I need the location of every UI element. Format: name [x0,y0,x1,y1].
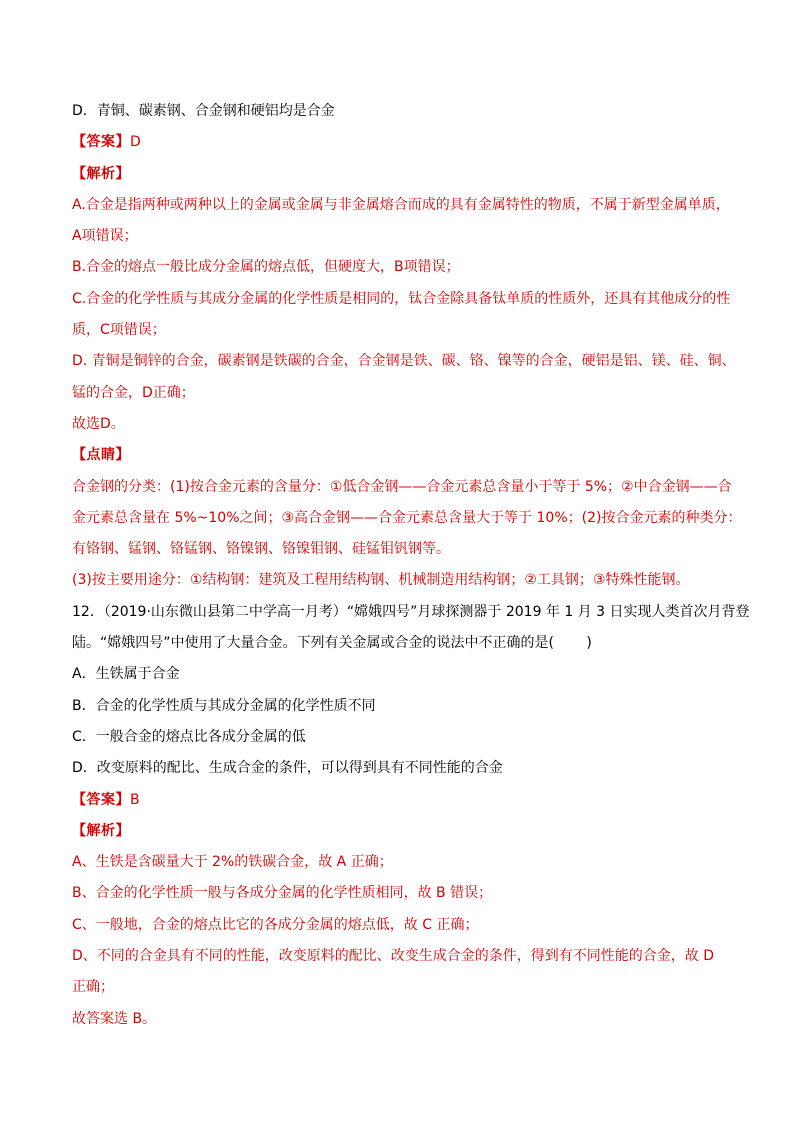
q12-analysis-line: B、合金的化学性质一般与各成分金属的化学性质相同，故 B 错误； [72,885,493,902]
q12-analysis-line: D、不同的合金具有不同的性能，改变原料的配比、改变生成合金的条件，得到有不同性能的合金，故 D [72,948,715,965]
q11-note-line: 有铬钢、锰钢、铬锰钢、铬镍钢、铬镍钼钢、硅锰钼钒钢等。 [72,541,450,558]
q11-note-line: 合金钢的分类：(1)按合金元素的含量分：①低合金钢——合金元素总含量小于等于 5%；②中合金钢——合 [72,478,732,495]
q12-stem-line: 陆。“嫦娥四号”中使用了大量合金。下列有关金属或合金的说法中不正确的是( ) [72,635,592,652]
q12-answer [72,785,724,816]
q12-analysis-line: C、一般地，合金的熔点比它的各成分金属的熔点低，故 C 正确； [72,916,479,933]
q11-analysis-line: 质，C项错误； [72,322,166,339]
q11-analysis-line: C.合金的化学性质与其成分金属的化学性质是相同的，钛合金除具备钛单质的性质外，还具有其他成分的性 [72,290,731,307]
q11-analysis-line: A项错误； [72,228,138,245]
q12-option-b: B．合金的化学性质与其成分金属的化学性质不同 [72,697,376,714]
q11-analysis-line: B.合金的熔点一般比成分金属的熔点低，但硬度大，B项错误； [72,259,460,276]
q11-analysis-line: D. 青铜是铜锌的合金，碳素钢是铁碳的合金，合金钢是铁、碳、铬、镍等的合金，硬铝是铝、镁、硅、铜、 [72,353,736,370]
q12-option-c: C．一般合金的熔点比各成分金属的低 [72,728,306,745]
q12-option-a: A．生铁属于合金 [72,666,180,683]
answer-label: 【答案】 [72,134,130,151]
q11-note-line: (3)按主要用途分：①结构钢：建筑及工程用结构钢、机械制造用结构钢；②工具钢；③特殊性能钢。 [72,572,690,589]
q11-option-d: D．青铜、碳素钢、合金钢和硬铝均是合金 [72,103,335,119]
q12-analysis-label: 【解析】 [72,822,130,839]
answer-value: B [130,791,140,808]
q12-analysis-line: 故答案选 B。 [72,1010,157,1027]
q11-analysis-label: 【解析】 [72,165,130,182]
answer-value: D [130,134,141,151]
q11-note-label: 【点睛】 [72,447,130,464]
q11-analysis-line: A.合金是指两种或两种以上的金属或金属与非金属熔合而成的具有金属特性的物质，不属于新型金属单质， [72,196,730,213]
q11-answer [72,127,724,158]
q12-stem-line: 12．（2019·山东微山县第二中学高一月考）“嫦娥四号”月球探测器于 2019 年 1 月 3 日实现人类首次月背登 [72,603,750,620]
q11-analysis-line: 锰的合金，D正确； [72,384,195,401]
q12-analysis-line: A、生铁是含碳量大于 2%的铁碳合金，故 A 正确； [72,854,393,871]
document-page [72,96,750,1035]
q12-analysis-line: 正确； [72,979,114,996]
q12-option-d: D．改变原料的配比、生成合金的条件，可以得到具有不同性能的合金 [72,760,503,777]
q11-note-line: 金元素总含量在 5%~10%之间；③高合金钢——合金元素总含量大于等于 10%；(2)按合金元素的种类分： [72,509,742,526]
q11-analysis-line: 故选D。 [72,415,125,432]
answer-label: 【答案】 [72,791,130,808]
